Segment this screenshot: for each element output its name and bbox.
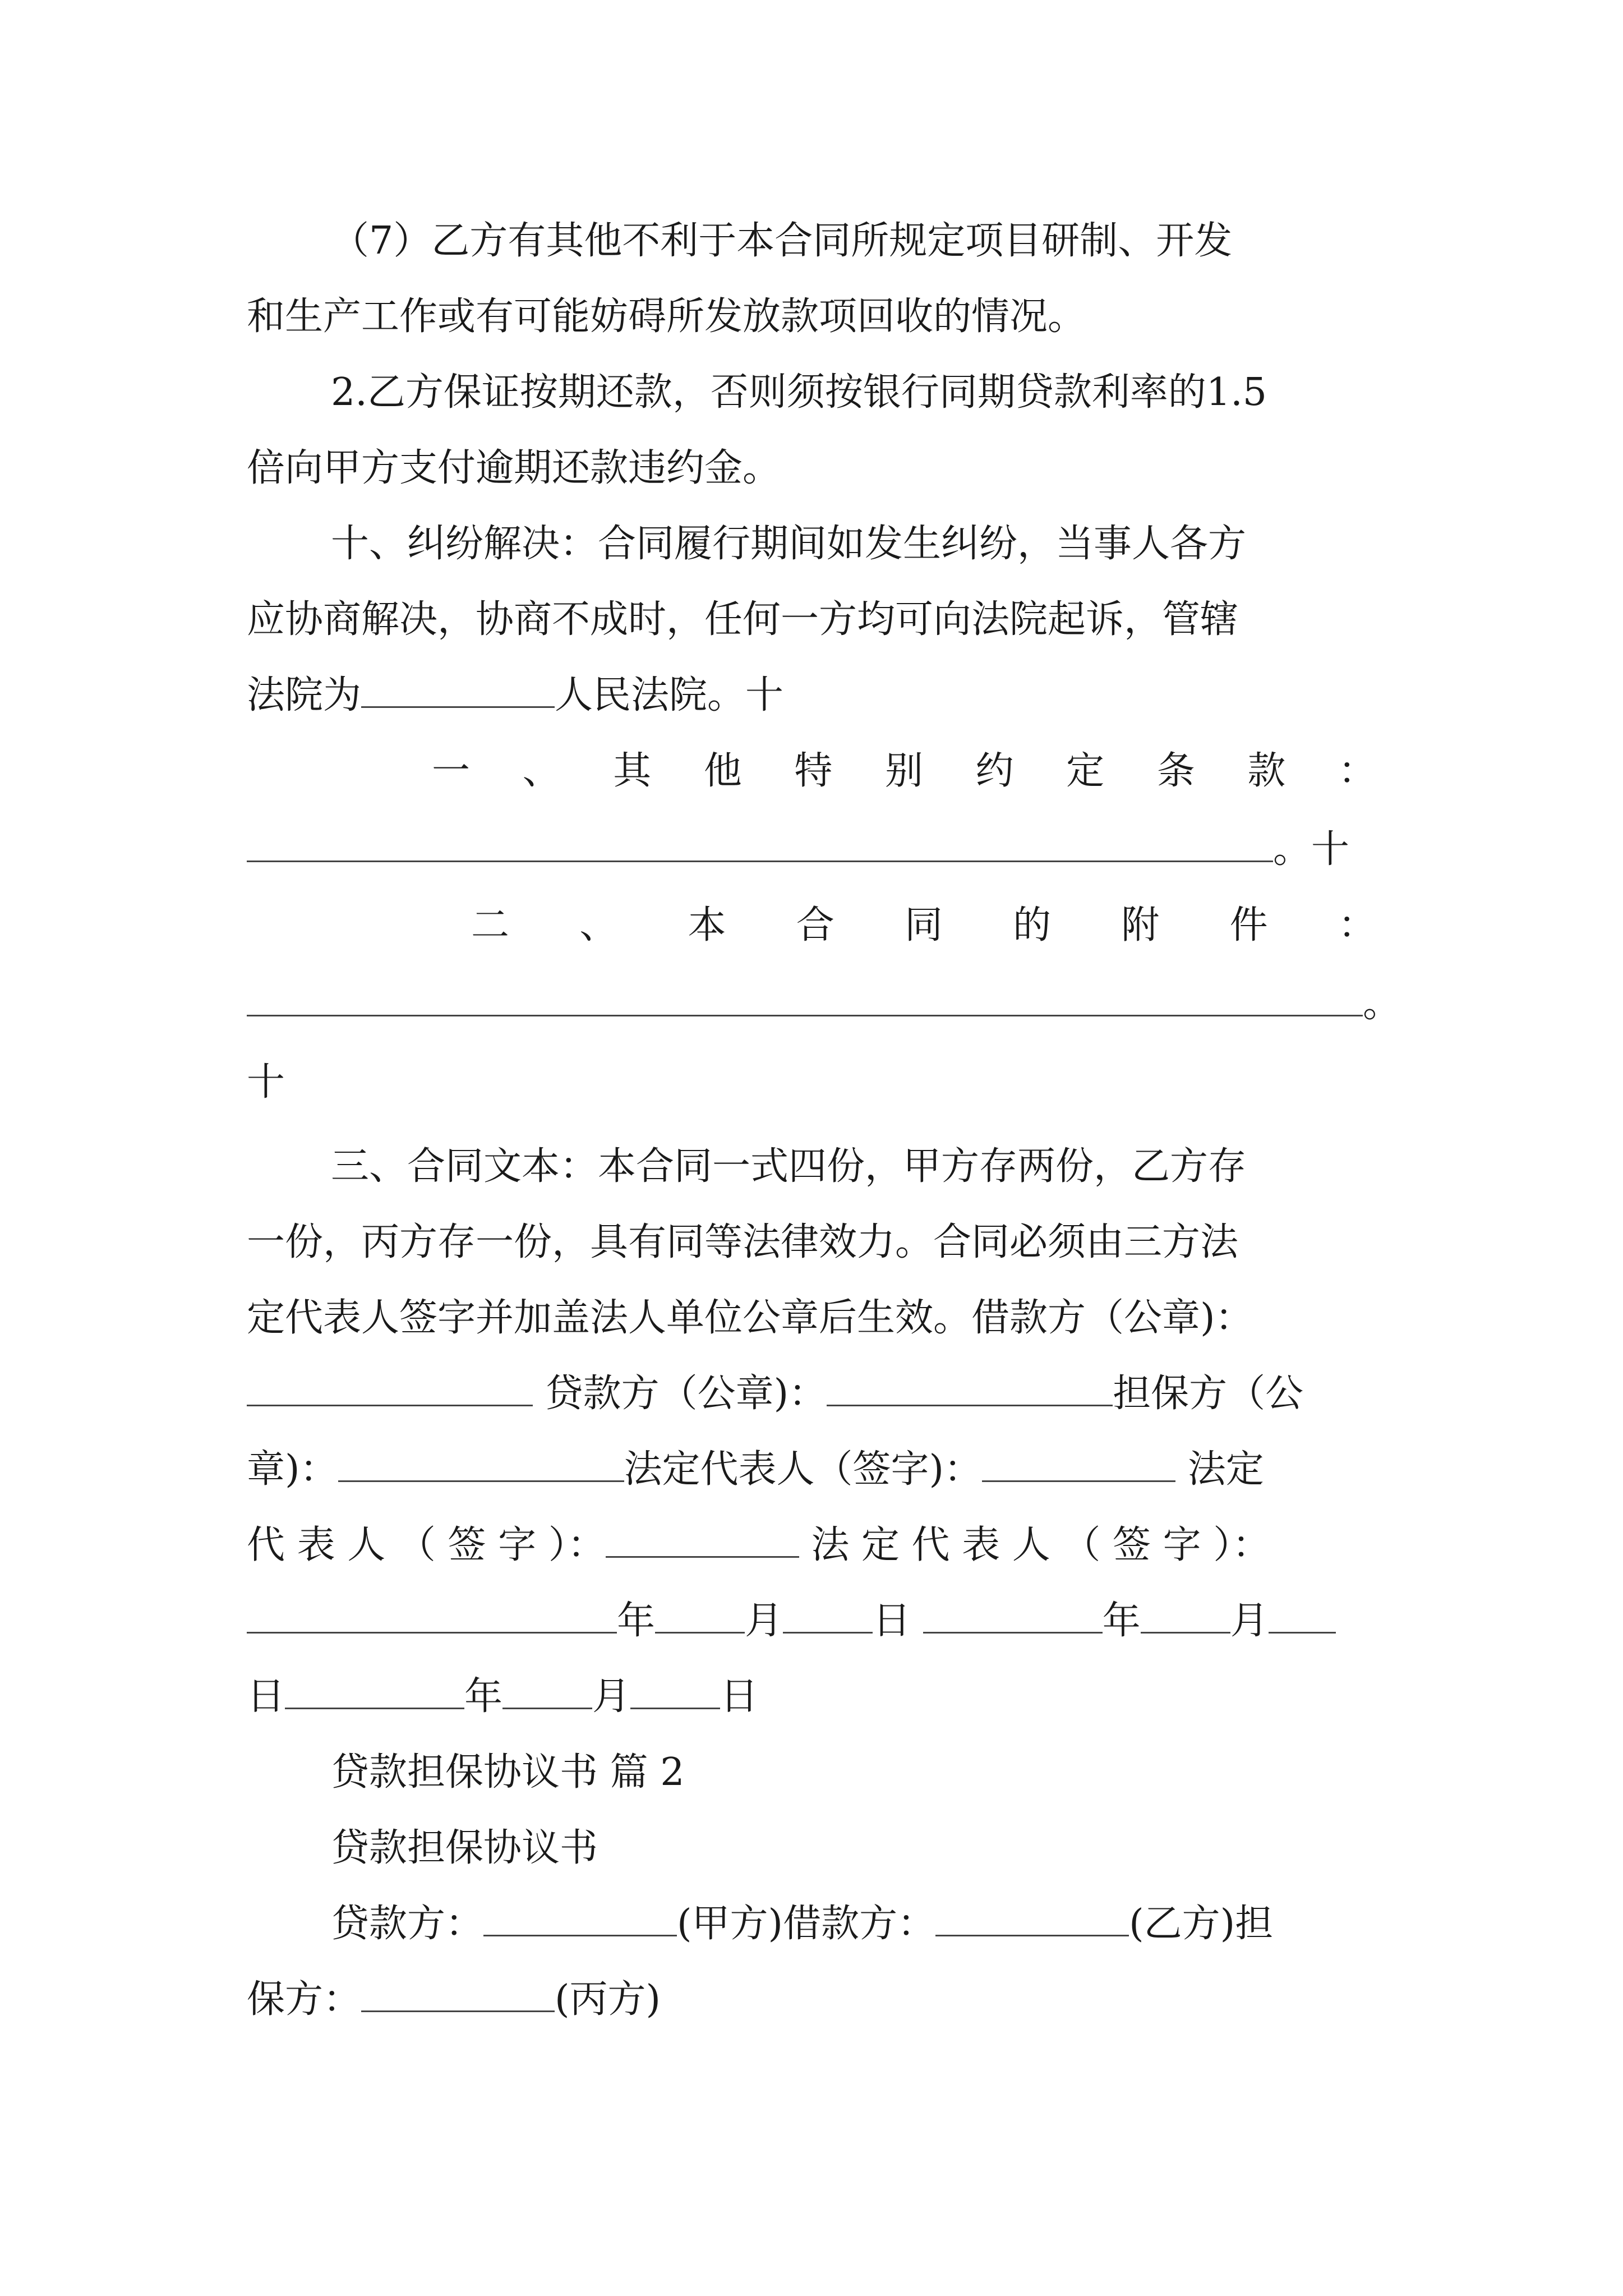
spaced-heading-line	[432, 743, 1376, 799]
fill-blank[interactable]	[247, 1372, 533, 1406]
paragraph-line: 2.乙方保证按期还款，否则须按银行同期贷款利率的1.5	[331, 370, 1267, 415]
text-segment: 保方：	[247, 1977, 362, 2022]
date-year-label: 年	[464, 1674, 503, 1719]
date-day-label: 日	[720, 1674, 759, 1719]
fill-blank[interactable]	[247, 828, 1273, 862]
fill-blank[interactable]	[827, 1372, 1113, 1406]
fill-blank[interactable]	[361, 1978, 555, 2012]
paragraph-line: 三、合同文本：本合同一式四份，甲方存两份，乙方存	[331, 1144, 1247, 1189]
fill-blank[interactable]	[923, 1599, 1103, 1634]
date-year-label: 年	[617, 1599, 656, 1643]
text-segment: 代 表 人 （ 签 字 ）：	[247, 1523, 606, 1567]
paragraph-line: 定代表人签字并加盖法人单位公章后生效。借款方（公章)：	[247, 1296, 1253, 1340]
text-segment: 法 定 代 表 人 （ 签 字 ）：	[811, 1523, 1271, 1567]
paragraph-line	[247, 976, 1401, 1032]
fill-blank[interactable]	[630, 1675, 720, 1709]
date-day-label: 日	[247, 1674, 285, 1719]
spaced-char: 条	[1156, 749, 1195, 793]
text-segment: (丙方)	[555, 1977, 661, 2022]
spaced-char: 同	[904, 903, 943, 947]
paragraph-line: 十、纠纷解决：合同履行期间如发生纠纷，当事人各方	[331, 522, 1247, 566]
paragraph-line	[331, 1896, 1273, 1952]
text-segment: 人民法院。十	[555, 673, 784, 717]
spaced-char: 附	[1121, 903, 1160, 947]
paragraph-line: 和生产工作或有可能妨碍所发放款项回收的情况。	[247, 295, 1086, 339]
spaced-char: 、	[579, 903, 618, 947]
fill-blank[interactable]	[285, 1675, 464, 1709]
fill-blank[interactable]	[247, 1599, 617, 1634]
spaced-char: 的	[1013, 903, 1052, 947]
fill-blank[interactable]	[606, 1524, 799, 1558]
text-segment: 。十	[1273, 827, 1350, 872]
fill-blank[interactable]	[655, 1599, 745, 1634]
fill-blank[interactable]	[338, 1448, 624, 1482]
spaced-char: 、	[522, 749, 561, 793]
spaced-char: 合	[796, 903, 834, 947]
fill-blank[interactable]	[247, 982, 1363, 1016]
paragraph-line	[247, 1517, 1270, 1573]
text-segment: 法定	[1187, 1447, 1264, 1492]
spaced-char: 一	[432, 749, 471, 793]
text-segment: (乙方)担	[1129, 1902, 1274, 1946]
spaced-char: 他	[703, 749, 742, 793]
text-segment: 法定代表人（签字)：	[624, 1447, 983, 1492]
paragraph-line	[247, 668, 783, 724]
date-month-label: 月	[592, 1674, 631, 1719]
fill-blank[interactable]	[935, 1902, 1129, 1936]
paragraph-line: 应协商解决，协商不成时，任何一方均可向法院起诉，管辖	[247, 597, 1239, 642]
text-segment: (甲方)借款方：	[677, 1902, 936, 1946]
spaced-char: 约	[975, 749, 1014, 793]
paragraph-line: 倍向甲方支付逾期还款违约金。	[247, 446, 781, 490]
text-segment: 担保方（公	[1113, 1372, 1304, 1416]
spaced-char: 其	[613, 749, 652, 793]
spaced-char: 特	[794, 749, 833, 793]
text-segment: 贷款方（公章)：	[545, 1372, 827, 1416]
fill-blank[interactable]	[1269, 1599, 1336, 1634]
date-day-label: 日	[873, 1599, 911, 1643]
date-year-label: 年	[1102, 1599, 1141, 1643]
fill-blank[interactable]	[783, 1599, 873, 1634]
date-line	[247, 1593, 1336, 1649]
spaced-char: 款	[1247, 749, 1286, 793]
spaced-char: ：	[1338, 903, 1376, 947]
spaced-heading-line	[471, 898, 1376, 954]
date-line	[247, 1669, 758, 1725]
spaced-char: 定	[1066, 749, 1105, 793]
fill-blank[interactable]	[502, 1675, 592, 1709]
fill-blank[interactable]	[1141, 1599, 1230, 1634]
date-month-label: 月	[1230, 1599, 1269, 1643]
section-title: 贷款担保协议书 篇 2	[331, 1750, 685, 1795]
text-segment: 。	[1363, 982, 1401, 1026]
spaced-char: 别	[884, 749, 923, 793]
text-segment: 法院为	[247, 673, 362, 717]
spaced-char: 二	[471, 903, 510, 947]
spaced-char: 本	[688, 903, 726, 947]
paragraph-line	[247, 1972, 661, 2028]
paragraph-line	[247, 822, 1349, 878]
text-segment: 贷款方：	[331, 1902, 484, 1946]
fill-blank[interactable]	[361, 674, 555, 708]
date-month-label: 月	[745, 1599, 783, 1643]
paragraph-line: 十	[247, 1060, 285, 1105]
spaced-char: ：	[1338, 749, 1376, 793]
fill-blank[interactable]	[982, 1448, 1175, 1482]
paragraph-line: 一份，丙方存一份，具有同等法律效力。合同必须由三方法	[247, 1220, 1239, 1264]
paragraph-line	[247, 1366, 1303, 1422]
document-title: 贷款担保协议书	[331, 1826, 598, 1870]
fill-blank[interactable]	[483, 1902, 677, 1936]
paragraph-line: （7）乙方有其他不利于本合同所规定项目研制、开发	[331, 219, 1233, 263]
text-segment: 章)：	[247, 1447, 338, 1492]
spaced-char: 件	[1229, 903, 1268, 947]
paragraph-line	[247, 1442, 1264, 1498]
